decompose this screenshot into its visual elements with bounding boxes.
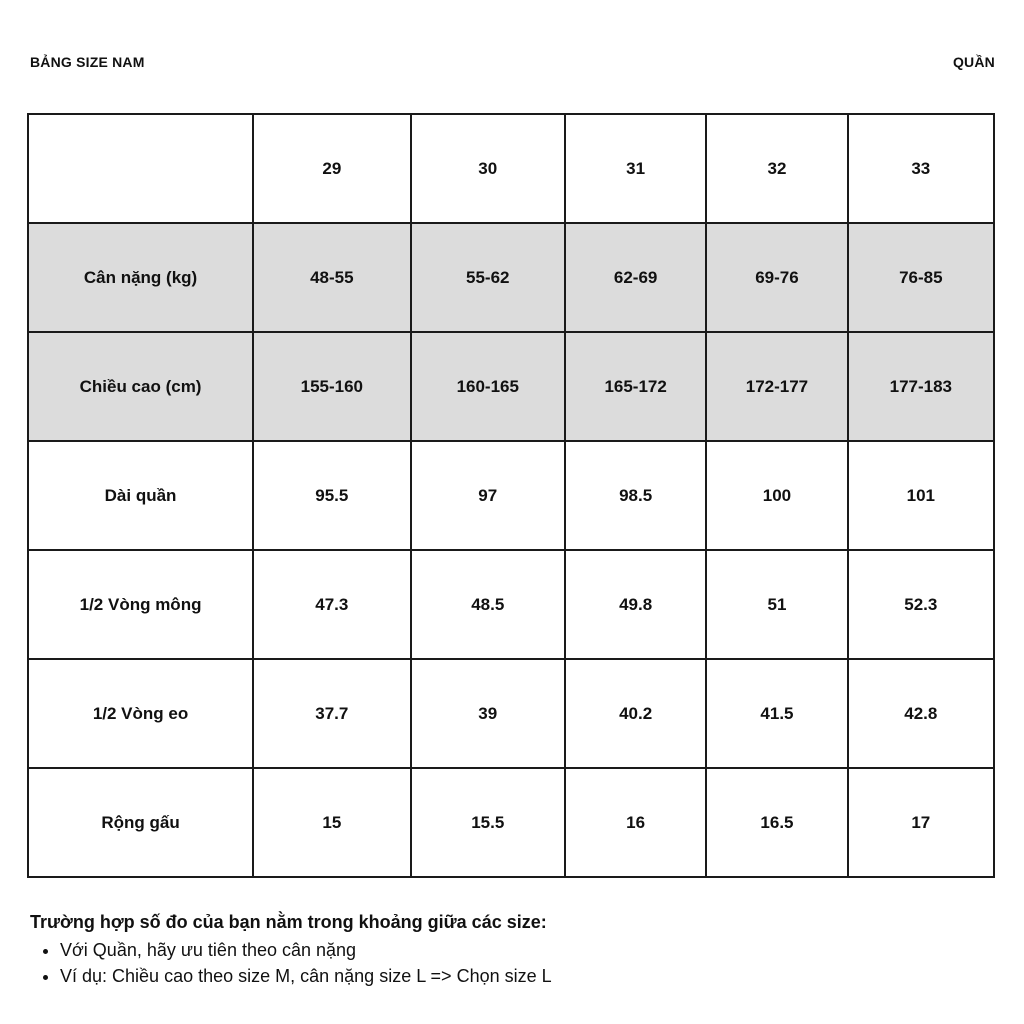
corner-cell	[28, 114, 253, 223]
row-label: Dài quần	[28, 441, 253, 550]
table-cell: 51	[706, 550, 847, 659]
size-table	[27, 113, 995, 878]
table-cell: 98.5	[565, 441, 706, 550]
table-cell: 49.8	[565, 550, 706, 659]
row-label: 1/2 Vòng mông	[28, 550, 253, 659]
table-cell: 177-183	[848, 332, 994, 441]
table-cell: 76-85	[848, 223, 994, 332]
row-label: Rộng gấu	[28, 768, 253, 877]
row-label: Chiều cao (cm)	[28, 332, 253, 441]
table-cell: 15	[253, 768, 410, 877]
table-cell: 16.5	[706, 768, 847, 877]
table-row-length	[28, 441, 994, 550]
table-cell: 97	[411, 441, 565, 550]
notes-section	[30, 912, 990, 989]
table-cell: 37.7	[253, 659, 410, 768]
row-label: 1/2 Vòng eo	[28, 659, 253, 768]
size-header-row	[28, 114, 994, 223]
table-cell: 165-172	[565, 332, 706, 441]
list-item: • Ví dụ: Chiều cao theo size M, cân nặng size L => Chọn size L	[60, 963, 990, 989]
table-cell: 69-76	[706, 223, 847, 332]
category-label: QUẦN	[952, 54, 995, 70]
row-label: Cân nặng (kg)	[28, 223, 253, 332]
size-header-cell: 29	[253, 114, 410, 223]
table-cell: 160-165	[411, 332, 565, 441]
table-cell: 52.3	[848, 550, 994, 659]
table-row-weight	[28, 223, 994, 332]
notes-title: Trường hợp số đo của bạn nằm trong khoảng giữa các size:	[30, 912, 547, 932]
table-cell: 42.8	[848, 659, 994, 768]
table-cell: 39	[411, 659, 565, 768]
table-cell: 101	[848, 441, 994, 550]
table-cell: 95.5	[253, 441, 410, 550]
table-cell: 17	[848, 768, 994, 877]
table-cell: 172-177	[706, 332, 847, 441]
table-cell: 100	[706, 441, 847, 550]
table-cell: 16	[565, 768, 706, 877]
page-title: BẢNG SIZE NAM	[30, 54, 145, 70]
table-row-height	[28, 332, 994, 441]
size-header-cell: 30	[411, 114, 565, 223]
table-cell: 41.5	[706, 659, 847, 768]
table-cell: 48-55	[253, 223, 410, 332]
table-cell: 40.2	[565, 659, 706, 768]
size-header-cell: 31	[565, 114, 706, 223]
table-row-waist	[28, 659, 994, 768]
table-row-hip	[28, 550, 994, 659]
size-header-cell: 33	[848, 114, 994, 223]
table-cell: 62-69	[565, 223, 706, 332]
table-cell: 55-62	[411, 223, 565, 332]
table-cell: 15.5	[411, 768, 565, 877]
table-cell: 155-160	[253, 332, 410, 441]
table-row-hem	[28, 768, 994, 877]
notes-list	[30, 937, 990, 989]
table-cell: 47.3	[253, 550, 410, 659]
list-item: • Với Quần, hãy ưu tiên theo cân nặng	[60, 937, 990, 963]
table-cell: 48.5	[411, 550, 565, 659]
size-header-cell: 32	[706, 114, 847, 223]
